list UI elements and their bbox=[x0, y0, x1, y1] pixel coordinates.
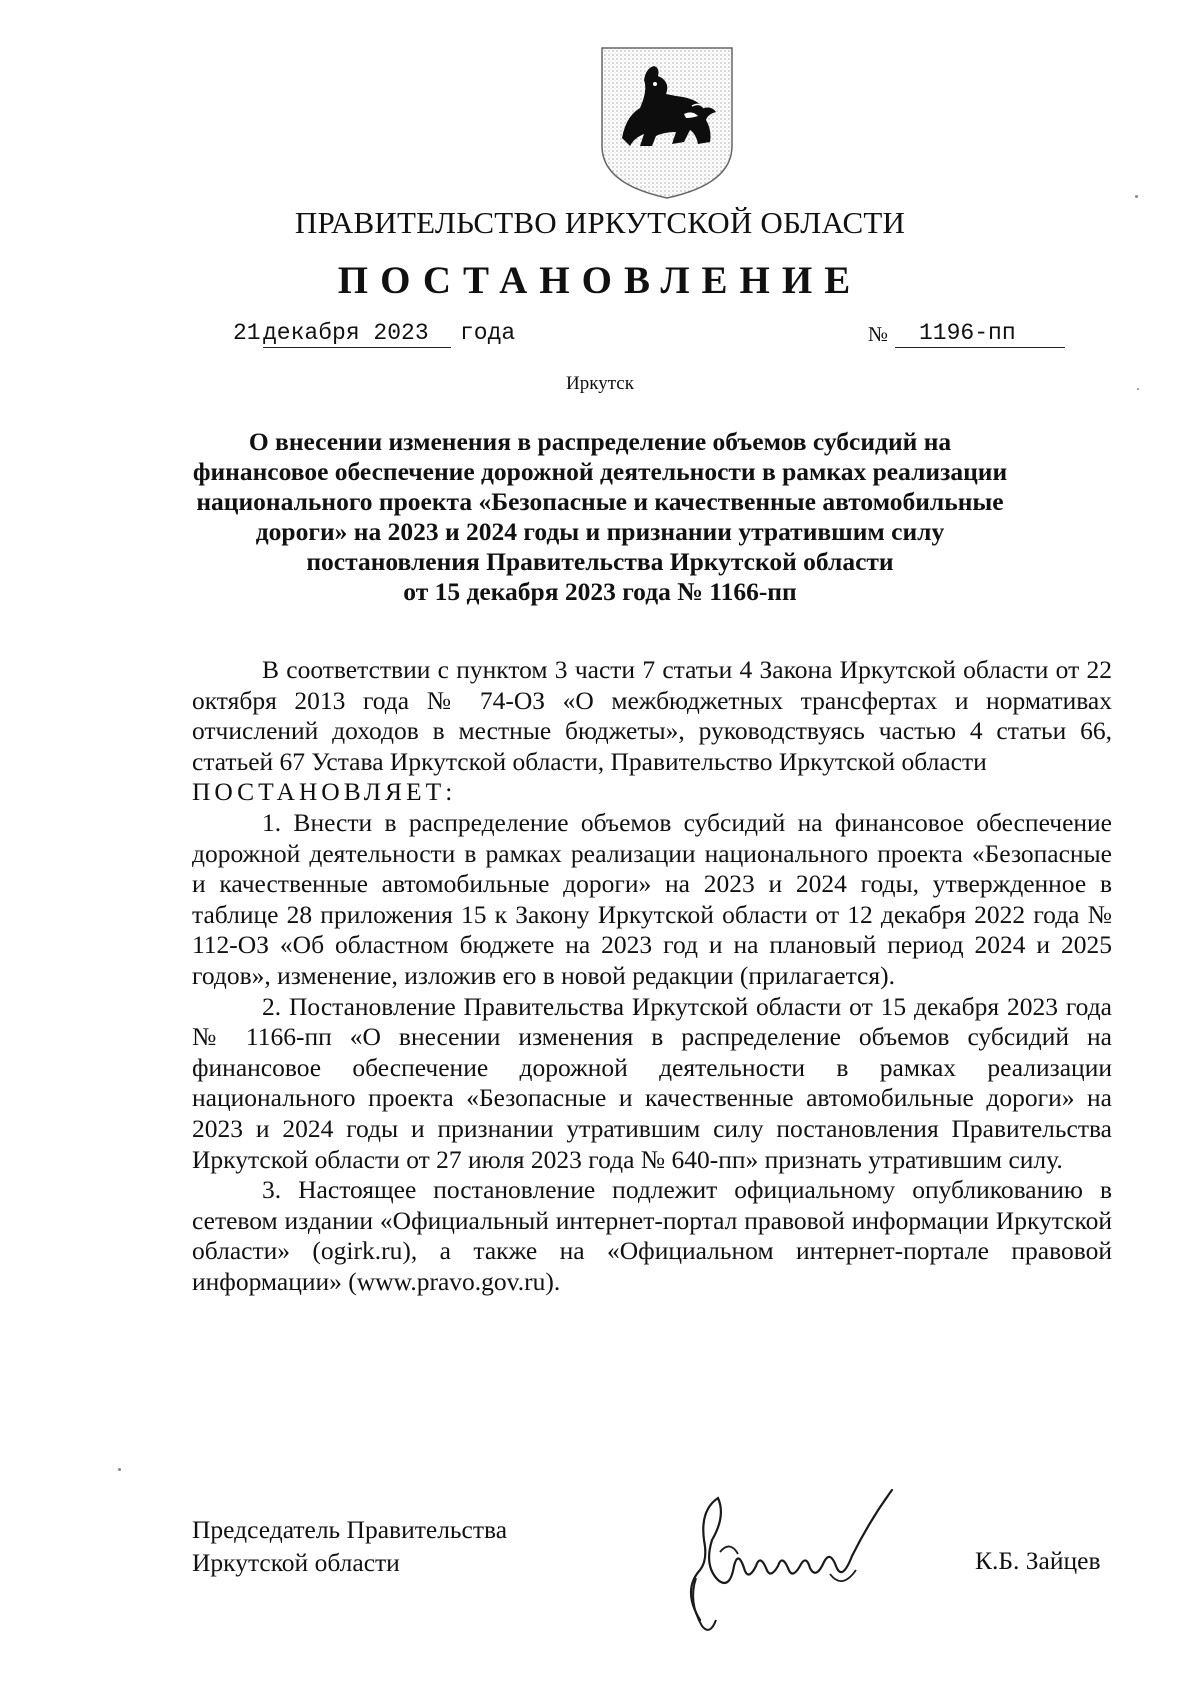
subject-line: финансовое обеспечение дорожной деятельности в рамках реализации bbox=[192, 457, 1008, 486]
document-type: ПОСТАНОВЛЕНИЕ bbox=[337, 259, 863, 302]
registration-row bbox=[233, 320, 1063, 356]
signatory-name: К.Б. Зайцев bbox=[975, 1546, 1101, 1575]
government-name: ПРАВИТЕЛЬСТВО ИРКУТСКОЙ ОБЛАСТИ bbox=[294, 205, 906, 240]
item-2: 2. Постановление Правительства Иркутской области от 15 декабря 2023 года № 1166-пп «О внесении изменения в распределение объемов субсидий на финансовое обеспечение дорожной деятельности в рамках реализации национального проекта «Безопасные и качественные автомобильные дороги» на 2023 и 2024 годы и признании утратившим силу постановления Правительства Иркутской области от 27 июля 2023 года № 640-пп» признать утратившим силу. bbox=[192, 991, 1112, 1174]
subject-line: постановления Правительства Иркутской области bbox=[306, 547, 894, 576]
document-number: 1196-пп bbox=[895, 320, 1065, 348]
scan-speck bbox=[1137, 388, 1139, 390]
city: Иркутск bbox=[566, 373, 634, 394]
decree-word: ПОСТАНОВЛЯЕТ: bbox=[192, 777, 457, 807]
subject-line: от 15 декабря 2023 года № 1166-пп bbox=[403, 577, 797, 606]
date-month-year: декабря 2023 bbox=[263, 320, 451, 348]
date-year-word: года bbox=[460, 320, 516, 346]
date-day: 21 bbox=[233, 320, 261, 346]
item-1: 1. Внести в распределение объемов субсидий на финансовое обеспечение дорожной деятельности в рамках реализации национального проекта «Безопасные и качественные автомобильные дороги» на 2023 и 2024 годы, утвержденное в таблице 28 приложения 15 к Закону Иркутской области от 12 декабря 2022 года № 112-ОЗ «Об областном бюджете на 2023 год и на плановый период 2024 и 2025 годов», изменение, изложив его в новой редакции (прилагается). bbox=[192, 807, 1112, 990]
position-line: Председатель Правительства bbox=[192, 1515, 508, 1544]
item-3: 3. Настоящее постановление подлежит официальному опубликованию в сетевом издании «Официальный интернет-портал правовой информации Иркутской области» (ogirk.ru), а также на «Официальном интернет-портале правовой информации» (www.pravo.gov.ru). bbox=[192, 1175, 1112, 1296]
subject-line: дороги» на 2023 и 2024 годы и признании утратившим силу bbox=[255, 517, 945, 546]
scan-speck bbox=[118, 1468, 121, 1471]
signature-icon bbox=[660, 1470, 930, 1640]
coat-of-arms-icon bbox=[600, 46, 734, 200]
document-body bbox=[192, 655, 1112, 1297]
signatory-position bbox=[192, 1513, 507, 1579]
document-subject bbox=[175, 427, 1025, 607]
position-line: Иркутской области bbox=[192, 1548, 400, 1577]
number-sign: № bbox=[868, 322, 889, 346]
subject-line: О внесении изменения в распределение объемов субсидий на bbox=[248, 427, 952, 456]
preamble: В соответствии с пунктом 3 части 7 статьи 4 Закона Иркутской области от 22 октября 2013 года № 74-ОЗ «О межбюджетных трансфертах и нормативах отчислений доходов в местные бюджеты», руководствуясь частью 4 статьи 66, статьей 67 Устава Иркутской области, Правительство Иркутской области bbox=[192, 655, 1112, 776]
subject-line: национального проекта «Безопасные и качественные автомобильные bbox=[196, 487, 1004, 516]
scan-speck bbox=[1135, 195, 1138, 198]
